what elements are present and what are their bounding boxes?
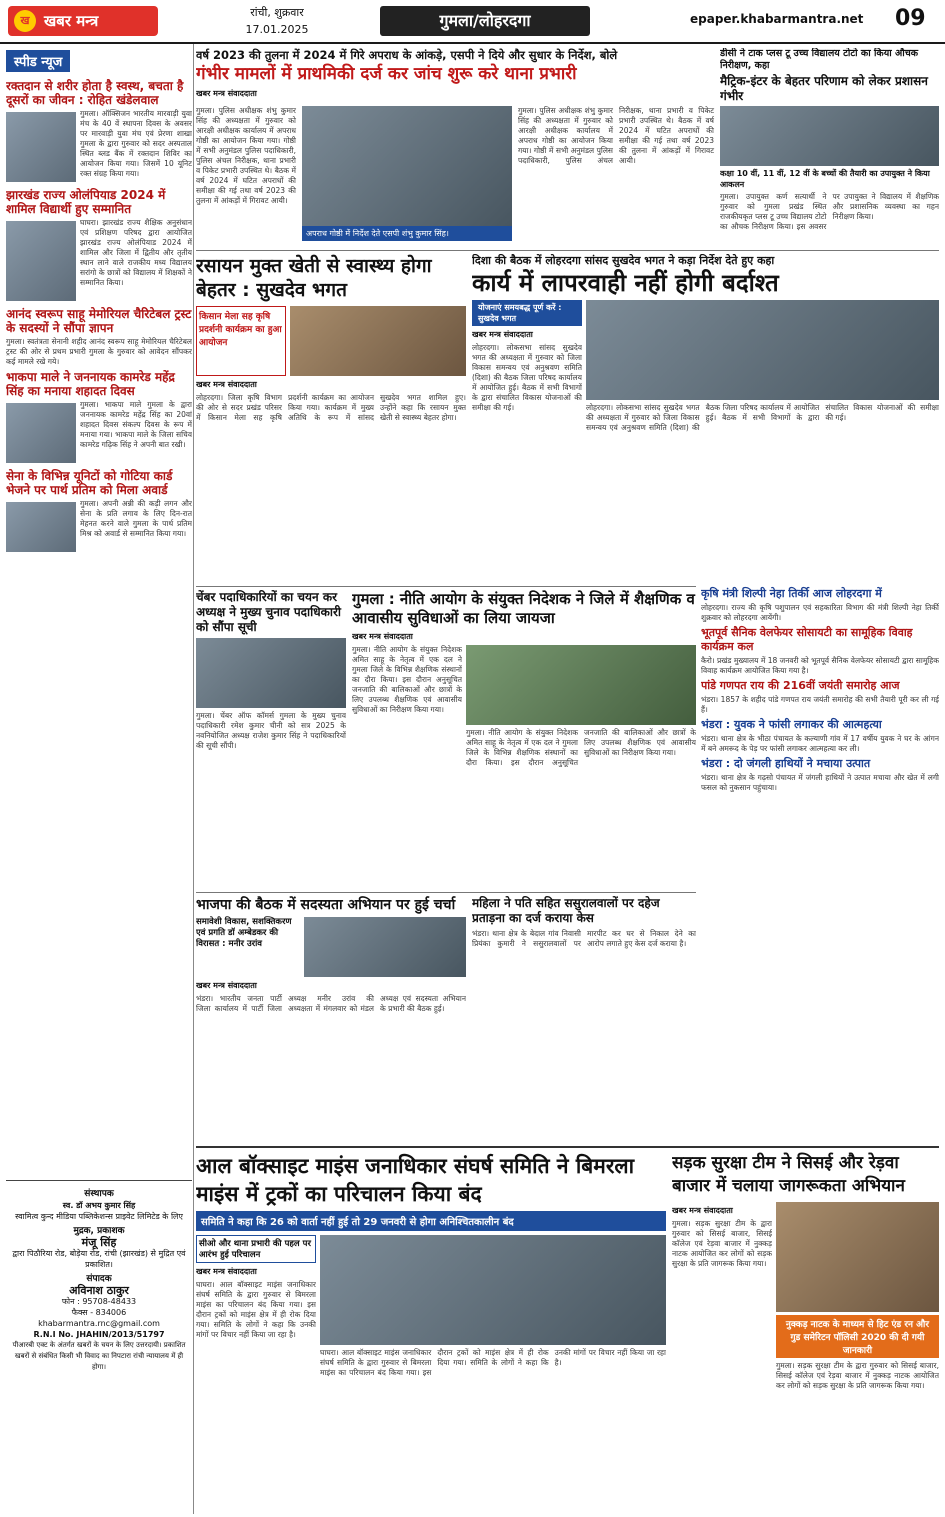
award-photo	[6, 502, 76, 552]
masthead	[0, 0, 945, 44]
story-bauxite-mines	[196, 1152, 666, 1512]
brief-headline: भाकपा माले ने जननायक कामरेड महेंद्र सिंह का मनाया शहादत दिवस	[6, 370, 175, 398]
dateline	[232, 4, 322, 38]
story-kicker: वर्ष 2023 की तुलना में 2024 में गिरे अपराध के आंकड़े, एसपी ने दिये और सुधार के निर्देश, बोले	[196, 48, 618, 62]
story-headline: महिला ने पति सहित ससुरालवालों पर दहेज प्रताड़ना का दर्ज कराया केस	[472, 896, 660, 925]
story-kicker: दिशा की बैठक में लोहरदगा सांसद सुखदेव भगत ने कड़ा निर्देश देते हुए कहा	[472, 254, 775, 267]
students-photo	[6, 221, 76, 301]
story-body: लोहरदगा। जिला कृषि विभाग की ओर से सदर प्रखंड परिसर में किसान मेला सह कृषि प्रदर्शनी कार्यक्रम का आयोजन किया गया। कार्यक्रम में मुख्य अतिथि के रूप में सांसद सुखदेव भगत शामिल हुए। उन्होंने कहा कि रसायन मुक्त खेती से स्वास्थ्य बेहतर होगा।	[196, 393, 466, 422]
divider	[196, 250, 939, 251]
page-number: 09	[895, 6, 926, 31]
story-headline: गंभीर मामलों में प्राथमिकी दर्ज कर जांच शुरू करे थाना प्रभारी	[196, 64, 577, 84]
story-body: गुमला। सड़क सुरक्षा टीम के द्वारा गुरुवार को सिसई बाजार, सिसई कॉलेज एवं रेड़वा बाजार में नुक्कड़ नाटक आयोजित कर लोगों को सड़क सुरक्षा के प्रति जागरूक किया गया।	[672, 1219, 772, 1268]
story-byline: खबर मन्त्र संवाददाता	[196, 1267, 257, 1276]
brief-body: घाघरा। झारखंड राज्य शैक्षिक अनुसंधान एवं प्रशिक्षण परिषद द्वारा आयोजित झारखंड राज्य ओलंपियाड 2024 में शामिल और जिला में द्वितीय और तृतीय स्थान लाने वाले राजकीय मध्य विद्यालय सरांगो के छात्रों को विद्यालय में शिक्षकों ने सम्मानित किया।	[80, 218, 192, 287]
story-bjp-meeting	[196, 896, 466, 1144]
brief-headline: पांडे गणपत राय की 216वीं जयंती समारोह आज	[701, 679, 900, 692]
story-byline: खबर मन्त्र संवाददाता	[672, 1206, 733, 1215]
street-play-photo	[776, 1202, 939, 1312]
epaper-link[interactable]: epaper.khabarmantra.net	[690, 12, 864, 26]
story-subhead: सीओ और थाना प्रभारी की पहल पर आरंभ हुई परिचालन	[196, 1235, 316, 1263]
story-subhead: कक्षा 10 वीं, 11 वीं, 12 वीं के बच्चों की तैयारी का उपायुक्त ने किया आकलन	[720, 169, 930, 189]
left-column	[6, 50, 192, 1510]
story-body: गुमला। पुलिस अधीक्षक शंभु कुमार सिंह की अध्यक्षता में गुरुवार को आरक्षी अधीक्षक कार्यालय में अपराध गोष्ठी का आयोजन किया गया। गोष्ठी में सभी अनुमंडल पुलिस पदाधिकारी, पुलिस अंचल निरीक्षक, थाना प्रभारी व पिकेट प्रभारी उपस्थित थे। बैठक में वर्ष 2024 में घटित अपराधों की समीक्षा की गई तथा वर्ष 2023 की तुलना में आंकड़ों में गिरावट आयी।	[196, 106, 296, 205]
story-body-continued: घाघरा। आल बॉक्साइट माइंस जनाधिकार संघर्ष समिति के द्वारा गुरुवार से बिमरला माइंस का परिचालन बंद किया गया। इस दौरान ट्रकों को माइंस क्षेत्र में ही रोक दिया गया। समिति के लोगों ने कहा कि उनकी मांगों पर विचार नहीं किया जा रहा है।	[320, 1348, 666, 1377]
section-title: गुमला/लोहरदगा	[380, 6, 590, 36]
divider	[196, 892, 696, 893]
brief-body: भंडरा। 1857 के शहीद पांडे गणपत राय जयंती समारोह की सभी तैयारी पूरी कर ली गई हैं।	[701, 695, 939, 714]
story-dc-inspection	[720, 48, 939, 248]
story-headline: रसायन मुक्त खेती से स्वास्थ्य होगा बेहतर : सुखदेव भगत	[196, 255, 432, 301]
story-body-continued: लोहरदगा। लोकसभा सांसद सुखदेव भगत की अध्यक्षता में गुरुवार को जिला विकास समन्वय एवं अनुश्रवण समिति (दिशा) की बैठक जिला परिषद कार्यालय में आयोजित हुई। बैठक में सभी विभागों के द्वारा संचालित विकास योजनाओं की समीक्षा की गई।	[586, 403, 939, 432]
speed-news-tag: स्पीड न्यूज	[6, 50, 70, 72]
story-headline: सड़क सुरक्षा टीम ने सिसई और रेड़वा बाजार में चलाया जागरूकता अभियान	[672, 1153, 905, 1196]
brief-body: गुमला। अपनी अन्नी की कड़ी लगन और सेना के प्रति लगाव के लिए दिन-रात मेहनत करने वाले गुमला के पार्थ प्रतिम मिश्र को अवार्ड से सम्मानित किया गया।	[80, 499, 192, 538]
brief-headline: भंडरा : युवक ने फांसी लगाकर की आत्महत्या	[701, 718, 882, 731]
brief-body: गुमला। भाकपा माले गुमला के द्वारा जननायक कामरेड महेंद्र सिंह का 20वां शहादत दिवस संकल्प दिवस के रूप में मनाया गया। भाकपा माले के जिला सचिव कामरेड गढ़िक सिंह ने अपनी बात रखी।	[80, 400, 192, 449]
story-byline: खबर मन्त्र संवाददाता	[472, 330, 533, 339]
editor-label: संपादक	[86, 1274, 112, 1284]
brief-headline: कृषि मंत्री शिल्पी नेहा तिर्की आज लोहरदगा में	[701, 587, 882, 600]
story-body: लोहरदगा। लोकसभा सांसद सुखदेव भगत की अध्यक्षता में गुरुवार को जिला विकास समन्वय एवं अनुश्रवण समिति (दिशा) की बैठक जिला परिषद कार्यालय में आयोजित हुई। बैठक में सभी विभागों के द्वारा संचालित विकास योजनाओं की समीक्षा की गई।	[472, 343, 582, 412]
story-chamber	[196, 590, 346, 890]
story-headline: मैट्रिक-इंटर के बेहतर परिणाम को लेकर प्रशासन गंभीर	[720, 74, 928, 103]
story-byline: खबर मन्त्र संवाददाता	[352, 632, 413, 641]
brief-headline: भंडरा : दो जंगली हाथियों ने मचाया उत्पात	[701, 757, 871, 770]
main-region	[196, 44, 939, 1514]
story-body: गुमला। उपायुक्त कर्ण सत्यार्थी ने गुरुवार को गुमला प्रखंड स्थित राजकीयकृत प्लस टू उच्च विद्यालय टोटो का औचक निरीक्षण किया। इस अवसर पर उपायुक्त ने विद्यालय में शैक्षणिक और प्रशासनिक व्यवस्था का गहन निरीक्षण किया।	[720, 192, 939, 231]
brief-body: लोहरदगा। राज्य की कृषि पशुपालन एवं सहकारिता विभाग की मंत्री शिल्पी नेहा तिर्की शुक्रवार को लोहरदगा आयेंगी।	[701, 603, 939, 622]
story-subhead: समावेशी विकास, सशक्तिकरण एवं प्रगति डॉ अम्बेडकर की विरासत : मनीर उरांव	[196, 917, 292, 949]
story-byline: खबर मन्त्र संवाददाता	[196, 89, 257, 98]
school-photo	[720, 106, 939, 166]
story-headline: भाजपा की बैठक में सदस्यता अभियान पर हुई चर्चा	[196, 897, 456, 913]
brief-body: गुमला। ऑक्सिजन भारतीय मारवाड़ी युवा मंच के 40 वें स्थापना दिवस के अवसर पर मारवाड़ी युवा मंच एवं प्रेरणा शाखा गुमला के द्वारा गुरुवार को सदर अस्पताल स्थित ब्लड बैंक में रक्तदान शिविर का आयोजन किया गया। जिसमें 10 यूनिट रक्त संग्रह किया गया।	[80, 109, 192, 178]
brand-name: खबर मन्त्र	[44, 12, 99, 30]
brief-headline: आनंद स्वरूप साहू मेमोरियल चैरिटेबल ट्रस्ट के सदस्यों ने सौंपा ज्ञापन	[6, 307, 192, 335]
story-body: गुमला। नीति आयोग के संयुक्त निदेशक अमित साहू के नेतृत्व में एक दल ने गुमला जिले के विभिन्न शैक्षणिक संस्थानों का दौरा किया। इस दौरान अनुसूचित जनजाति की बालिकाओं और छात्रों के लिए उपलब्ध शैक्षणिक एवं आवासीय सुविधाओं का निरीक्षण किया गया।	[352, 645, 462, 714]
story-dowry-case	[472, 896, 696, 1144]
farming-photo	[290, 306, 466, 376]
story-farming	[196, 254, 466, 584]
founder-name: स्व. डॉ अभय कुमार सिंह	[62, 1201, 136, 1210]
brief-headline: झारखंड राज्य ओलंपियाड 2024 में शामिल विद्यार्थी हुए सम्मानित	[6, 188, 166, 216]
story-subhead: किसान मेला सह कृषि प्रदर्शनी कार्यक्रम का हुआ आयोजन	[196, 306, 286, 376]
brief-headline: सेना के विभिन्न यूनिटों को गोटिया कार्ड भेजने पर पार्थ प्रतिम को मिला अवार्ड	[6, 469, 173, 497]
story-niti-aayog	[352, 590, 696, 890]
founder-label: संस्थापक	[84, 1189, 114, 1199]
dateline-date: 17.01.2025	[245, 23, 309, 36]
story-byline: खबर मन्त्र संवाददाता	[196, 380, 257, 389]
story-headline: गुमला : नीति आयोग के संयुक्त निदेशक ने जिले में शैक्षणिक व आवासीय सुविधाओं का लिया जायजा	[352, 590, 695, 627]
cpi-ml-photo	[6, 403, 76, 463]
publisher-label: मुद्रक, प्रकाशक	[73, 1226, 125, 1236]
story-headline: कार्य में लापरवाही नहीं होगी बर्दाश्त	[472, 269, 779, 297]
publisher-name: मंजू सिंह	[81, 1236, 117, 1249]
publisher-address: द्वारा पिठौरिया रोड, बोड़ेया रोड, रांची (झारखंड) से मुद्रित एवं प्रकाशित।	[12, 1249, 186, 1269]
brief-body: भंडरा। थाना क्षेत्र के भीठा पंचायत के कल्याणी गांव में 17 वर्षीय युवक ने घर के आंगन में बने अमरूद के पेड़ पर फांसी लगाकर आत्महत्या कर ली।	[701, 734, 939, 753]
bauxite-protest-photo	[320, 1235, 666, 1345]
story-disha-meeting	[472, 254, 939, 584]
brief-body: गुमला। स्वतंत्रता सेनानी शहीद आनंद स्वरूप साहू मेमोरियल चैरिटेबल ट्रस्ट की ओर से प्रथम प्रभारी गुमला के गुरुवार को आवेदन सौंपकर कई मामले रखे गये।	[6, 337, 192, 366]
brief-headline: रक्तदान से शरीर होता है स्वस्थ, बचता है दूसरों का जीवन : रोहित खंडेलवाल	[6, 79, 184, 107]
bjp-meeting-photo	[304, 917, 466, 977]
divider	[196, 1146, 939, 1148]
divider	[196, 586, 696, 587]
legal-note: पीआरबी एक्ट के अंतर्गत खबरों के चयन के लिए उत्तरदायी। प्रकाशित खबरों से संबंधित किसी भी विवाद का निपटारा रांची न्यायालय में ही होगा।	[12, 1341, 186, 1371]
fax: फैक्स - 834006	[71, 1308, 127, 1317]
story-body: भंडरा। थाना क्षेत्र के बेदाल गांव निवासी प्रियंका कुमारी ने ससुरालवालों पर मारपीट कर घर से निकाल देने का आरोप लगाते हुए केस दर्ज कराया है।	[472, 929, 696, 948]
dateline-city: रांची, शुक्रवार	[250, 6, 304, 19]
ownership: स्वामित्व कुन्द मीडिया पब्लिकेशन्स प्राइवेट लिमिटेड के लिए	[15, 1212, 183, 1221]
story-body: गुमला। चेंबर ऑफ कॉमर्स गुमला के मुख्य चुनाव पदाधिकारी रमेश कुमार चीनी को सत्र 2025 के नवनियोजित अध्यक्ष राजेश कुमार सिंह ने पदाधिकारियों की सूची सौंपी।	[196, 711, 346, 750]
brief-body: भंडरा। थाना क्षेत्र के गढ़सो पंचायत में जंगली हाथियों ने उत्पात मचाया और खेत में लगी फसल को नुकसान पहुंचाया।	[701, 773, 939, 792]
phone: फोन : 95708-48433	[61, 1297, 137, 1306]
chamber-photo	[196, 638, 346, 708]
story-highlight: नुक्कड़ नाटक के माध्यम से हिट एंड रन और गुड समेरिटन पॉलिसी 2020 की दी गयी जानकारी	[776, 1315, 939, 1358]
brief-body: कैरो। प्रखंड मुख्यालय में 18 जनवरी को भूतपूर्व सैनिक वेलफेयर सोसायटी द्वारा सामूहिक विवाह कार्यक्रम आयोजित किया गया है।	[701, 656, 939, 675]
brand-logo	[8, 6, 158, 36]
story-road-safety	[672, 1152, 939, 1512]
imprint-box	[6, 1180, 192, 1510]
photo-caption: अपराध गोष्ठी में निर्देश देते एसपी शंभु कुमार सिंह।	[302, 226, 512, 241]
story-body-continued: गुमला। सड़क सुरक्षा टीम के द्वारा गुरुवार को सिसई बाजार, सिसई कॉलेज एवं रेड़वा बाजार में नुक्कड़ नाटक आयोजित कर लोगों को सड़क सुरक्षा के प्रति जागरूक किया गया।	[776, 1361, 939, 1390]
story-headline: चेंबर पदाधिकारियों का चयन कर अध्यक्ष ने मुख्य चुनाव पदाधिकारी को सौंपा सूची	[196, 590, 341, 634]
niti-visit-photo	[466, 645, 696, 725]
story-body-continued: गुमला। पुलिस अधीक्षक शंभु कुमार सिंह की अध्यक्षता में गुरुवार को आरक्षी अधीक्षक कार्यालय में अपराध गोष्ठी का आयोजन किया गया। गोष्ठी में सभी अनुमंडल पुलिस पदाधिकारी, पुलिस अंचल निरीक्षक, थाना प्रभारी व पिकेट प्रभारी उपस्थित थे। बैठक में वर्ष 2024 में घटित अपराधों की समीक्षा की गई तथा वर्ष 2023 की तुलना में आंकड़ों में गिरावट आयी।	[518, 106, 714, 165]
email[interactable]: khabarmantra.rnc@gmail.com	[38, 1319, 160, 1328]
blood-donation-photo	[6, 112, 76, 182]
story-body-continued: गुमला। नीति आयोग के संयुक्त निदेशक अमित साहू के नेतृत्व में एक दल ने गुमला जिले के विभिन्न शैक्षणिक संस्थानों का दौरा किया। इस दौरान अनुसूचित जनजाति की बालिकाओं और छात्रों के लिए उपलब्ध शैक्षणिक एवं आवासीय सुविधाओं का निरीक्षण किया गया।	[466, 728, 696, 767]
story-body: भंडरा। भारतीय जनता पार्टी जिला कार्यालय में पार्टी जिला अध्यक्ष मनीर उरांव की अध्यक्षता में मंगलवार को मंडल अध्यक्ष एवं सदस्यता अभियान के प्रभारी की बैठक हुई।	[196, 994, 466, 1013]
story-byline: खबर मन्त्र संवाददाता	[196, 981, 257, 990]
brand-emblem-icon: ख	[14, 10, 36, 32]
story-body: घाघरा। आल बॉक्साइट माइंस जनाधिकार संघर्ष समिति के द्वारा गुरुवार से बिमरला माइंस का परिचालन बंद किया गया। इस दौरान ट्रकों को माइंस क्षेत्र में ही रोक दिया गया। समिति के लोगों ने कहा कि उनकी मांगों पर विचार नहीं किया जा रहा है।	[196, 1280, 316, 1339]
story-kicker: डीसी ने टाक प्लस टू उच्च विद्यालय टोटो का किया औचक निरीक्षण, कहा	[720, 48, 919, 71]
editor-name: अविनाश ठाकुर	[69, 1284, 129, 1297]
story-headline: आल बॉक्साइट माइंस जनाधिकार संघर्ष समिति ने बिमरला माइंस में ट्रकों का परिचालन किया बंद	[196, 1154, 635, 1206]
story-strap: समिति ने कहा कि 26 को वार्ता नहीं हुई तो 29 जनवरी से होगा अनिश्चितकालीन बंद	[196, 1211, 666, 1231]
story-sp-meeting	[196, 48, 716, 248]
briefs-column	[701, 584, 939, 1064]
rni-number: R.N.I No. JHAHIN/2013/51797	[33, 1330, 165, 1339]
column-divider	[193, 44, 194, 1514]
crime-meeting-photo	[302, 106, 512, 226]
disha-meeting-photo	[586, 300, 939, 400]
brief-headline: भूतपूर्व सैनिक वेलफेयर सोसायटी का सामूहिक विवाह कार्यक्रम कल	[701, 626, 913, 653]
story-subhead: योजनाएं समयबद्ध पूर्ण करें : सुखदेव भगत	[472, 300, 582, 326]
